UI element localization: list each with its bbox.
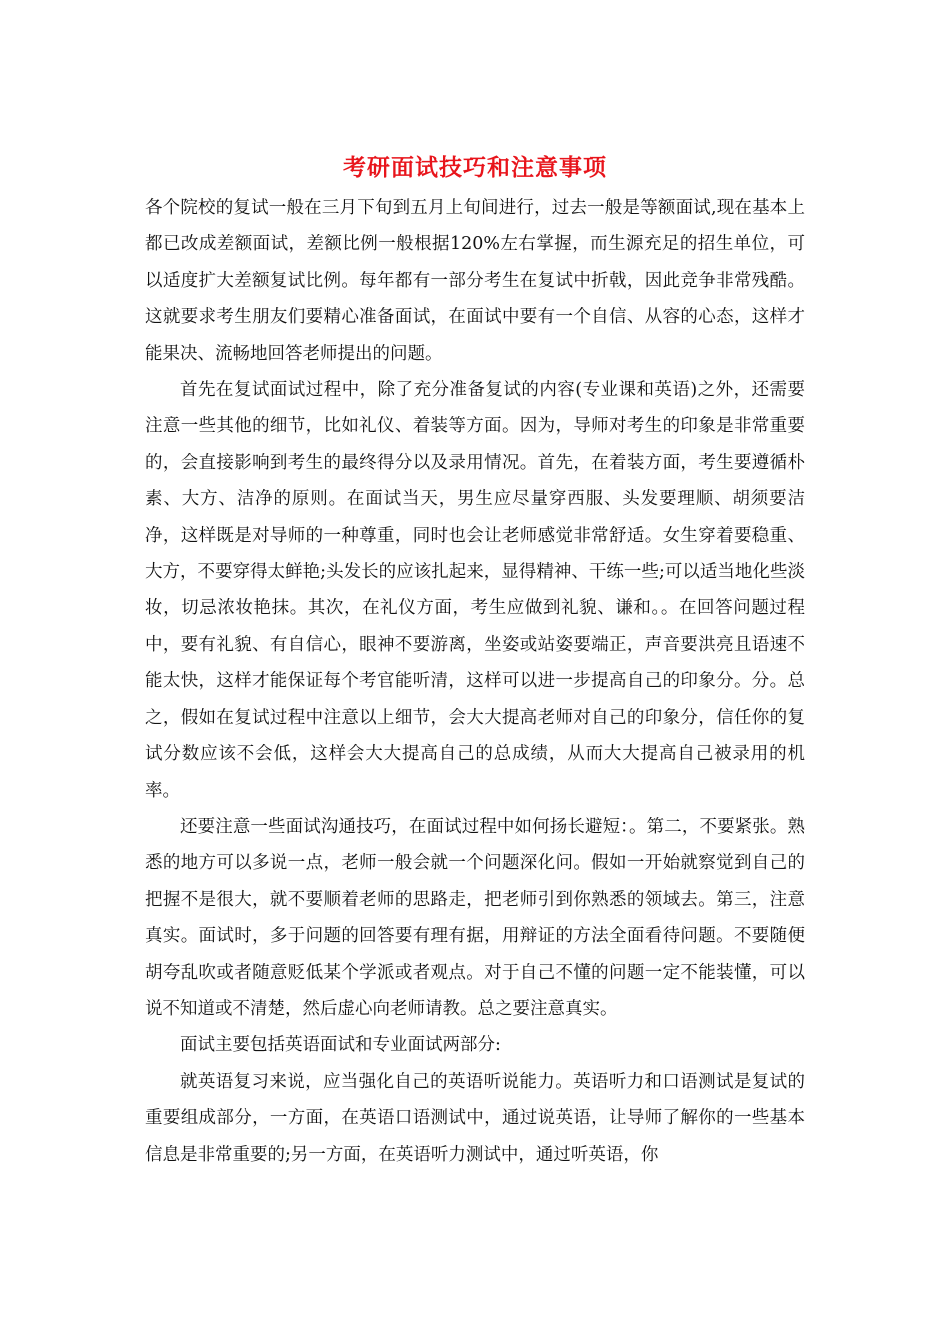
paragraph-communication: 还要注意一些面试沟通技巧，在面试过程中如何扬长避短：。第二，不要紧张。熟悉的地方可以多说一点，老师一般会就一个问题深化问。假如一开始就察觉到自己的把握不是很大，就不要顺着老师的思路走，把老师引到你熟悉的领域去。第三，注意真实。面试时，多于问题的回答要有理有据，用辩证的方法全面看待问题。不要随便胡夸乱吹或者随意贬低某个学派或者观点。对于自己不懂的问题一定不能装懂，可以说不知道或不清楚，然后虚心向老师请教。总之要注意真实。 [145,816,805,1019]
document-title: 考研面试技巧和注意事项 [343,154,607,181]
paragraph-english: 就英语复习来说，应当强化自己的英语听说能力。英语听力和口语测试是复试的重要组成部分，一方面，在英语口语测试中，通过说英语，让导师了解你的一些基本信息是非常重要的;另一方面，在英语听力测试中，通过听英语，你 [145,1071,805,1165]
paragraph-intro: 各个院校的复试一般在三月下旬到五月上旬间进行，过去一般是等额面试,现在基本上都已改成差额面试，差额比例一般根据120%左右掌握，而生源充足的招生单位，可以适度扩大差额复试比例。每年都有一部分考生在复试中折戟，因此竞争非常残酷。这就要求考生朋友们要精心准备面试，在面试中要有一个自信、从容的心态，这样才能果决、流畅地回答老师提出的问题。 [145,198,805,364]
paragraph-interview-parts: 面试主要包括英语面试和专业面试两部分: [180,1035,501,1056]
paragraph-etiquette: 首先在复试面试过程中，除了充分准备复试的内容(专业课和英语)之外，还需要注意一些其他的细节，比如礼仪、着装等方面。因为，导师对考生的印象是非常重要的，会直接影响到考生的最终得分以及录用情况。首先，在着装方面，考生要遵循朴素、大方、洁净的原则。在面试当天，男生应尽量穿西服、头发要理顺、胡须要洁净，这样既是对导师的一种尊重，同时也会让老师感觉非常舒适。女生穿着要稳重、大方，不要穿得太鲜艳;头发长的应该扎起来，显得精神、干练一些;可以适当地化些淡妆，切忌浓妆艳抹。其次，在礼仪方面，考生应做到礼貌、谦和。。在回答问题过程中，要有礼貌、有自信心，眼神不要游离，坐姿或站姿要端正，声音要洪亮且语速不能太快，这样才能保证每个考官能听清，这样可以进一步提高自己的印象分。分。总之，假如在复试过程中注意以上细节，会大大提高老师对自己的印象分，信任你的复试分数应该不会低，这样会大大提高自己的总成绩，从而大大提高自己被录用的机率。 [145,380,805,801]
document-page [145,150,805,1173]
